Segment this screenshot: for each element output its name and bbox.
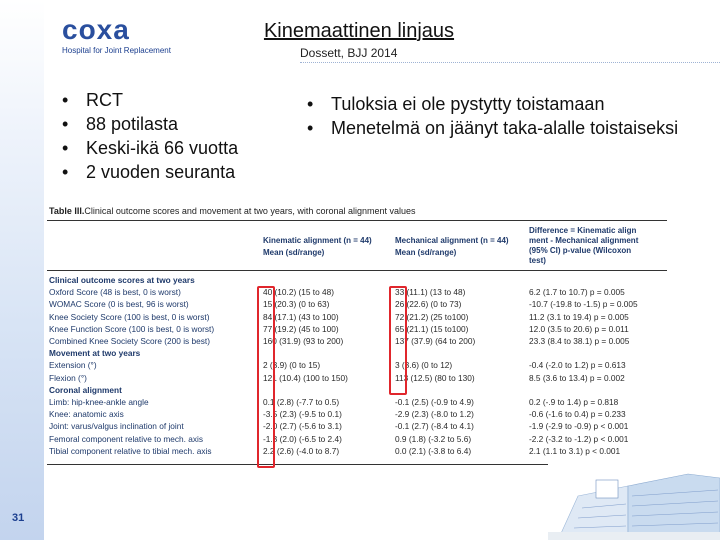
mechanical-value: 137 (37.9) (64 to 200) [395,336,476,346]
difference-value: 8.5 (3.6 to 13.4) p = 0.002 [529,372,625,383]
kinematic-value: -3.5 (2.3) (-9.5 to 0.1) [263,409,342,420]
logo-wordmark: coxa [62,14,130,45]
header-difference-2: ment - Mechanical alignment [529,236,639,245]
list-item: • RCT [62,88,238,112]
row-label: Movement at two years [49,348,141,359]
difference-value: 12.0 (3.5 to 20.6) p = 0.011 [529,323,629,334]
table-row [47,335,667,347]
header-difference-3: (95% CI) p-value (Wilcoxon [529,246,632,255]
difference-value: 11.2 (3.1 to 19.4) p = 0.005 [529,311,629,322]
list-item: • Keski-ikä 66 vuotta [62,136,238,160]
row-label: Joint: varus/valgus inclination of joint [49,421,184,432]
outcome-table [47,206,667,468]
difference-value: 6.2 (1.7 to 10.7) p = 0.005 [529,287,625,298]
mechanical-value: 0.0 (2.1) (-3.8 to 6.4) [395,445,472,456]
table-row [47,433,667,445]
mechanical-value: 72 (21.2) (25 to100) [395,311,469,322]
mechanical-value: 65 (21.1) (15 to100) [395,323,469,334]
header-mechanical: Mechanical alignment (n = 44) [395,236,509,245]
row-label: Combined Knee Society Score (200 is best) [49,336,210,346]
row-label: Knee Society Score (100 is best, 0 is worst) [49,311,210,322]
table-row [47,359,667,371]
difference-value: 0.2 (-.9 to 1.4) p = 0.818 [529,397,619,407]
table-caption [49,206,416,216]
slide-title-text: Kinemaattinen linjaus [263,20,455,42]
table-row [47,420,667,432]
row-label: Extension (°) [49,360,97,371]
row-label: Clinical outcome scores at two years [49,275,195,285]
table-row [47,286,667,298]
list-item: • 88 potilasta [62,112,238,136]
mechanical-value: 26 (22.6) (0 to 73) [395,299,462,310]
table-section-row [47,274,667,286]
kinematic-value: 0.1 (2.8) (-7.7 to 0.5) [263,397,340,407]
kinematic-value: 15 (20.3) (0 to 63) [263,299,330,310]
header-divider [300,62,720,63]
table-caption-label: Table III. [49,206,85,216]
kinematic-value: 160 (31.9) (93 to 200) [263,336,344,346]
table-header-rule [47,270,667,271]
list-item: • 2 vuoden seuranta [62,160,238,184]
table-row [47,408,667,420]
kinematic-value: 84 (17.1) (43 to 100) [263,311,339,322]
logo-tagline: Hospital for Joint Replacement [62,46,171,55]
decorative-side-band [0,0,44,540]
row-label: Tibial component relative to tibial mech. axis [49,445,212,456]
difference-value: 2.1 (1.1 to 3.1) p < 0.001 [529,445,621,456]
kinematic-value: 77 (19.2) (45 to 100) [263,323,339,334]
row-label: Femoral component relative to mech. axis [49,433,204,444]
mechanical-value: -0.1 (2.5) (-0.9 to 4.9) [395,397,474,407]
highlight-kinematic-values [257,286,275,468]
difference-value: 23.3 (8.4 to 38.1) p = 0.005 [529,336,630,346]
header-mechanical-sub: Mean (sd/range) [395,248,457,257]
kinematic-value: 2 (3.9) (0 to 15) [263,360,321,371]
table-row [47,445,667,457]
slide-subtitle: Dossett, BJJ 2014 [300,46,398,60]
table-row [47,311,667,323]
table-caption-text: Clinical outcome scores and movement at two years, with coronal alignment values [84,206,416,216]
table-row [47,396,667,408]
mechanical-value: -2.9 (2.3) (-8.0 to 1.2) [395,409,474,420]
table-top-rule [47,220,667,221]
study-facts-list [62,88,238,184]
difference-value: -10.7 (-19.8 to -1.5) p = 0.005 [529,299,638,310]
difference-value: -0.6 (-1.6 to 0.4) p = 0.233 [529,409,626,420]
kinematic-value: -2.0 (2.7) (-5.6 to 3.1) [263,421,342,432]
kinematic-value: 2.2 (2.6) (-4.0 to 8.7) [263,445,340,456]
table-section-row [47,347,667,359]
difference-value: -0.4 (-2.0 to 1.2) p = 0.613 [529,360,626,371]
slide-title [0,20,720,43]
hospital-building-image [548,456,720,540]
kinematic-value: 40 (10.2) (15 to 48) [263,287,335,298]
row-label: Oxford Score (48 is best, 0 is worst) [49,287,181,298]
kinematic-value: -1.3 (2.0) (-6.5 to 2.4) [263,433,342,444]
list-item: • Tuloksia ei ole pystytty toistamaan [307,92,678,116]
mechanical-value: 113 (12.5) (80 to 130) [395,372,475,383]
mechanical-value: 0.9 (1.8) (-3.2 to 5.6) [395,433,472,444]
header-difference-4: test) [529,256,546,265]
table-row [47,372,667,384]
row-label: Limb: hip-knee-ankle angle [49,397,149,407]
kinematic-value: 121 (10.4) (100 to 150) [263,372,348,383]
difference-value: -2.2 (-3.2 to -1.2) p < 0.001 [529,433,629,444]
row-label: WOMAC Score (0 is best, 96 is worst) [49,299,189,310]
difference-value: -1.9 (-2.9 to -0.9) p < 0.001 [529,421,629,432]
list-item: • Menetelmä on jäänyt taka-alalle toistaiseksi [307,116,678,140]
table-section-row [47,384,667,396]
row-label: Knee Function Score (100 is best, 0 is worst) [49,323,215,334]
header-kinematic-sub: Mean (sd/range) [263,248,325,257]
mechanical-value: -0.1 (2.7) (-8.4 to 4.1) [395,421,474,432]
row-label: Flexion (°) [49,372,87,383]
conclusions-list [307,92,678,140]
mechanical-value: 3 (3.6) (0 to 12) [395,360,453,371]
highlight-mechanical-values [389,286,407,395]
mechanical-value: 33 (11.1) (13 to 48) [395,287,466,298]
row-label: Knee: anatomic axis [49,409,124,420]
table-row [47,298,667,310]
header-kinematic: Kinematic alignment (n = 44) [263,236,372,245]
row-label: Coronal alignment [49,384,122,395]
page-number: 31 [12,512,25,524]
header-difference-1: Difference = Kinematic align [529,226,637,235]
table-row [47,323,667,335]
